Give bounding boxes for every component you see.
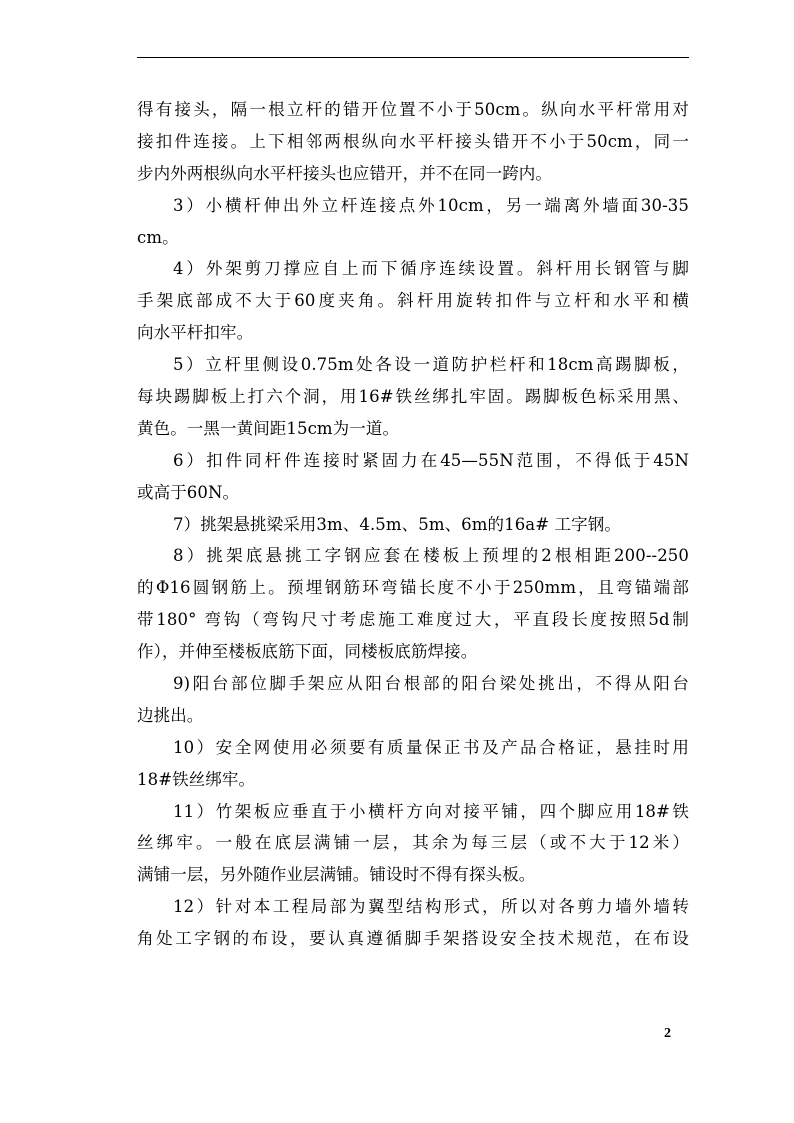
text-line: 接扣件连接。上下相邻两根纵向水平杆接头错开不小于50cm，同一 [137, 131, 689, 151]
header-rule [137, 57, 689, 58]
text-line: 丝绑牢。一般在底层满铺一层，其余为每三层（或不大于12米） [137, 833, 689, 853]
text-line: 作），并伸至楼板底筋下面，同楼板底筋焊接。 [137, 642, 478, 662]
text-line: 9)阳台部位脚手架应从阳台根部的阳台梁处挑出，不得从阳台 [173, 674, 689, 694]
text-line: 5）立杆里侧设0.75m处各设一道防护栏杆和18cm高踢脚板， [173, 355, 689, 375]
text-line: 满铺一层，另外随作业层满铺。铺设时不得有探头板。 [137, 865, 536, 885]
text-line: 黄色。一黑一黄间距15cm为一道。 [137, 418, 400, 438]
text-line: 角处工字钢的布设，要认真遵循脚手架搭设安全技术规范，在布设 [137, 929, 689, 949]
text-line: 8）挑架底悬挑工字钢应套在楼板上预埋的2根相距200--250 [173, 546, 689, 566]
text-line: 10）安全网使用必须要有质量保正书及产品合格证，悬挂时用 [173, 737, 689, 757]
page-number: 2 [664, 1026, 671, 1041]
document-body [137, 94, 689, 955]
text-line: 18#铁丝绑牢。 [137, 769, 256, 789]
text-line: 12）针对本工程局部为翼型结构形式，所以对各剪力墙外墙转 [173, 897, 689, 917]
text-line: 4）外架剪刀撑应自上而下循序连续设置。斜杆用长钢管与脚 [173, 259, 689, 279]
text-line: 6）扣件同杆件连接时紧固力在45—55N范围，不得低于45N [173, 450, 689, 470]
text-line: cm。 [137, 227, 179, 247]
text-line: 向水平杆扣牢。 [137, 323, 254, 343]
text-line: 手架底部成不大于60度夹角。斜杆用旋转扣件与立杆和水平和横 [137, 291, 689, 311]
text-line: 11）竹架板应垂直于小横杆方向对接平铺，四个脚应用18#铁 [173, 801, 689, 821]
text-line: 每块踢脚板上打六个洞，用16#铁丝绑扎牢固。踢脚板色标采用黑、 [137, 387, 689, 407]
text-line: 7）挑架悬挑梁采用3m、4.5m、5m、6m的16a# 工字钢。 [173, 514, 621, 534]
text-line: 或高于60N。 [137, 482, 240, 502]
text-line: 边挑出。 [137, 705, 204, 725]
text-line: 得有接头，隔一根立杆的错开位置不小于50cm。纵向水平杆常用对 [137, 100, 689, 119]
text-line: 的Φ16圆钢筋上。预埋钢筋环弯锚长度不小于250mm，且弯锚端部 [137, 578, 689, 598]
text-line: 步内外两根纵向水平杆接头也应错开，并不在同一跨内。 [137, 163, 552, 183]
text-line: 带180° 弯钩（弯钩尺寸考虑施工难度过大，平直段长度按照5d制 [137, 610, 689, 630]
text-line: 3）小横杆伸出外立杆连接点外10cm，另一端离外墙面30-35 [173, 195, 689, 215]
